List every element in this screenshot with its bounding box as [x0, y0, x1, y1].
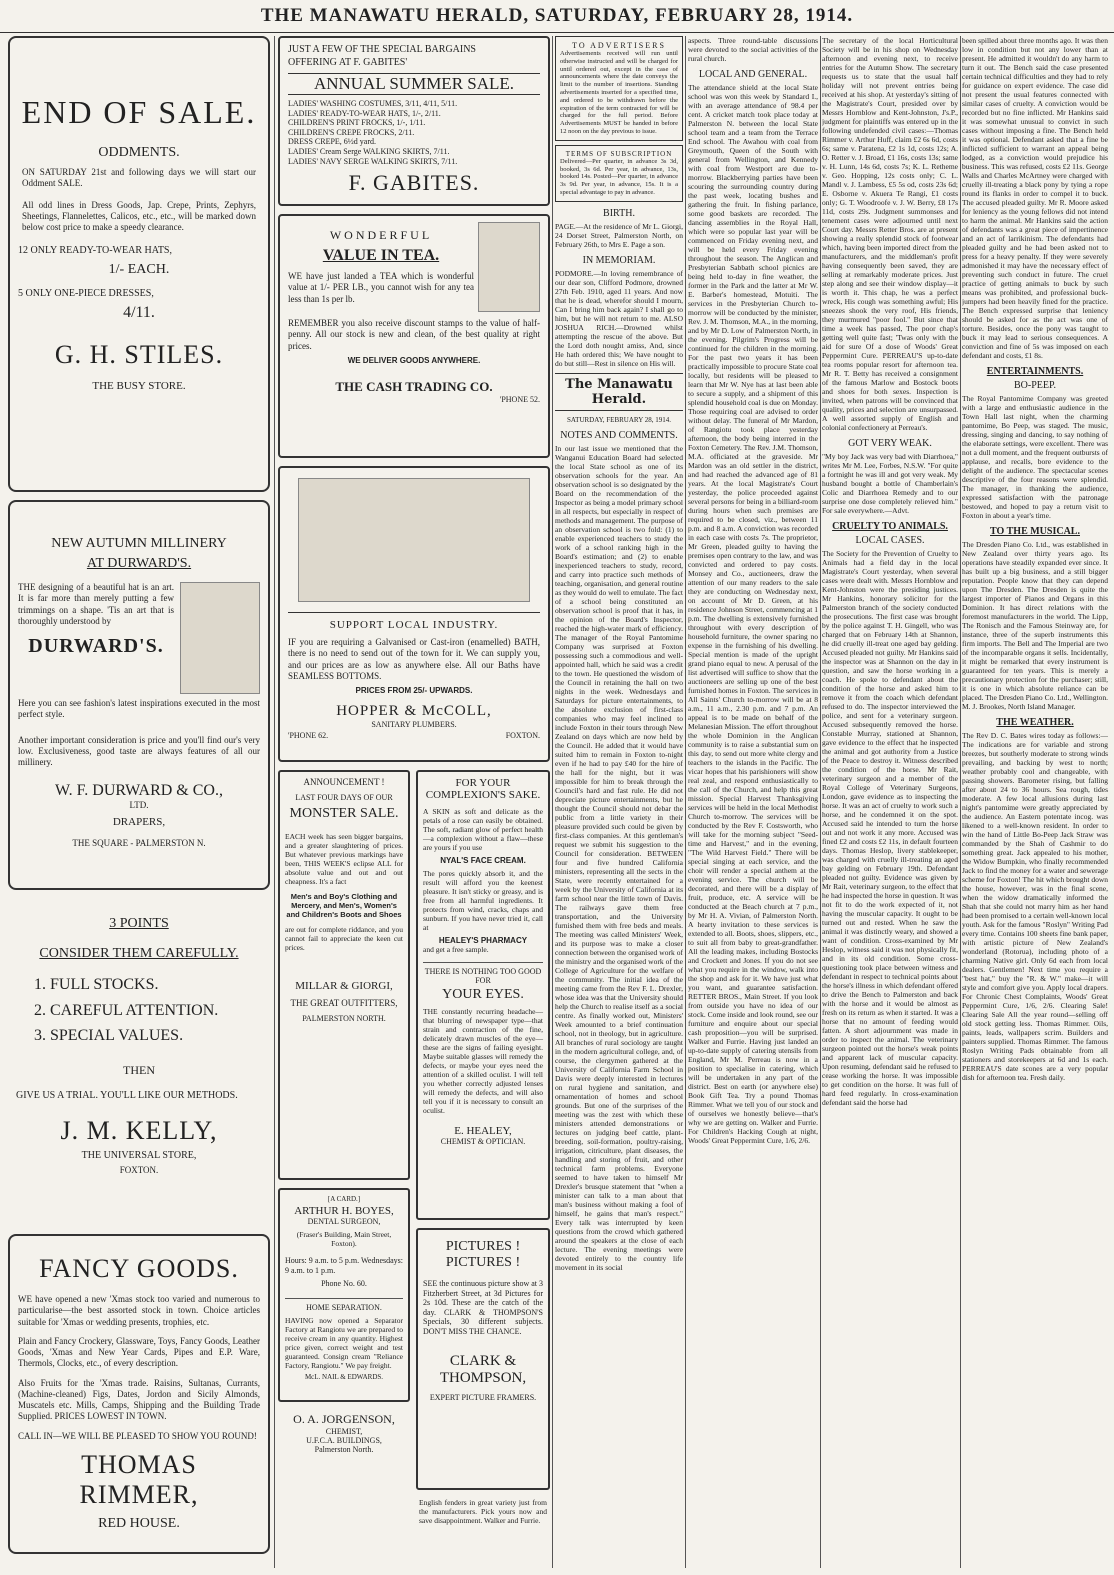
kelly-ad	[8, 898, 270, 1226]
jorgenson-town: Palmerston North.	[314, 1445, 374, 1454]
healey-trade: CHEMIST & OPTICIAN.	[440, 1137, 526, 1146]
millar-outf: THE GREAT OUTFITTERS,	[290, 998, 398, 1008]
stiles-price1: 1/- EACH.	[108, 261, 170, 277]
gabites-item: DRESS CREPE, 6½d yard.	[288, 137, 377, 147]
clark-trade: EXPERT PICTURE FRAMERS.	[429, 1392, 537, 1402]
stiles-title: END OF SALE.	[21, 94, 257, 130]
stiles-line1: 12 ONLY READY-TO-WEAR HATS,	[18, 245, 172, 257]
separation-h: HOME SEPARATION.	[285, 1298, 403, 1312]
column-rule	[552, 36, 553, 1568]
stiles-body: All odd lines in Dress Goods, Jap. Crepe, Prints, Zephyrs, Sheetings, Flannelettes, Calicos, etc., etc., will be marked down below cost price to make a speedy clearance.	[22, 199, 256, 232]
healey-h2: THERE IS NOTHING TOO GOOD FOR	[423, 962, 543, 985]
kelly-trial: GIVE US A TRIAL. YOU'LL LIKE OUR METHODS.	[16, 1089, 238, 1101]
millar-sale: MONSTER SALE.	[289, 806, 399, 821]
stiles-name: G. H. STILES.	[54, 340, 224, 370]
birth-notice: PAGE.—At the residence of Mr L. Giorgi, 24 Dorset Street, Palmerston North, on February 26th, to Mrs E. Page a son.	[555, 221, 683, 249]
stiles-line2: 5 ONLY ONE-PIECE DRESSES,	[18, 287, 154, 299]
kelly-then: THEN	[123, 1062, 155, 1077]
gabites-item: CHILDREN'S PRINT FROCKS, 1/-, 1/11.	[288, 118, 426, 128]
durward-h1: NEW AUTUMN MILLINERY	[51, 536, 227, 551]
clark-p: SEE the continuous picture show at 3 Fitzherbert Street, at 3d Pictures for 2s 10d. These are the catch of the day. CLARK & THOMPSON'S Specials, 30 different subjects. DON'T MISS THE CHANCE.	[423, 1279, 543, 1336]
kelly-name: J. M. KELLY,	[60, 1116, 218, 1146]
healey-p2: The pores quickly absorb it, and the result will afford you the keenest pleasure. It isn't sticky or greasy, and is free from all harmful ingredients. It protects from wind, cracks, chaps and sunburn. If you have never tried it, call at	[423, 869, 543, 932]
clark-name: CLARK & THOMPSON,	[439, 1352, 527, 1386]
notes-heading: NOTES AND COMMENTS.	[560, 429, 678, 441]
gabites-item: LADIES' Cream Serge WALKING SKIRTS, 7/11.	[288, 146, 450, 156]
column-4	[688, 36, 818, 1568]
clark-h: PICTURES ! PICTURES !	[445, 1239, 521, 1270]
hopper-name: HOPPER & McCOLL,	[336, 703, 492, 719]
kelly-store: THE UNIVERSAL STORE,	[81, 1150, 197, 1162]
rimmer-p1: WE have opened a new 'Xmas stock too varied and numerous to particularise—the best assorted stock in town. Choice articles suitable for 'Xmas or wedding presents, trophies, etc.	[18, 1294, 260, 1327]
column-6	[962, 36, 1108, 1568]
clark-ad	[416, 1228, 550, 1490]
boyes-addr: (Fraser's Building, Main Street, Foxton).	[296, 1230, 392, 1248]
herald-nameplate: The Manawatu Herald.	[555, 373, 683, 411]
gabites-l2: OFFERING AT F. GABITES'	[288, 56, 408, 68]
millar-ann: ANNOUNCEMENT !	[303, 777, 385, 787]
advertisers-notice: Advertisements received will run until otherwise instructed and will be charged for until ordered out, except in the case of announcements where the date conveys the limit to the number of insertions. Standing advertisements inserted for a specified time, and ordered to be withdrawn before the expiration of the term contracted for will be charged for the full period. Before Advertisements MUST be handed in before 12 noon on the day previous to issue.	[560, 50, 678, 135]
column-rule	[960, 36, 961, 1568]
boyes-phone: Phone No. 60.	[321, 1279, 367, 1289]
weak-heading: GOT VERY WEAK.	[848, 438, 932, 449]
column-2	[278, 36, 550, 1568]
english-fenders: English fenders in great variety just from the manufacturers. Pick yours now and save disappointment. Walker and Furrie.	[419, 1498, 547, 1525]
cash-trading-ad	[278, 214, 550, 458]
masthead: THE MANAWATU HERALD, SATURDAY, FEBRUARY 28, 1914.	[0, 0, 1114, 33]
boyes-hours: Hours: 9 a.m. to 5 p.m. Wednesdays: 9 a.m. to 1 p.m.	[285, 1256, 403, 1275]
stiles-price2: 4/11.	[123, 304, 155, 322]
tea-drinker-illustration	[478, 222, 540, 312]
tea-p2: REMEMBER you also receive discount stamps to the value of half-penny. All our stock is new and clean, of the best quality at right prices.	[288, 318, 540, 351]
cruelty-subheading: LOCAL CASES.	[855, 535, 925, 546]
weak-body: "My boy Jack was very bad with Diarrhoea," writes Mr M. Lee, Forbes, N.S.W. "For quite a fortnight he was ill and got very weak. My husband bought a bottle of Chamberlain's Colic and Diarrhoea Remedy and to our surprise one dose completely relieved him." For sale everywhere.—Advt.	[822, 452, 958, 515]
column-rule	[274, 36, 275, 1568]
weather-body: The Rev D. C. Bates wires today as follows:—The indications are for variable and strong breezes, but southerly moderate to strong winds prevailing, and backing by west to north; weather probably cool and changeable, with passing showers. Barometer rising, but falling after about 24 to 36 hours. Sea rough, tides moderate. A few local allusions during last night's pantomime were greatly appreciated by the audience. An Eastern potentate incog. was likened to a well-known resident. In order to win the hand of Little Bo-Peep Jack Straw was commanded by the Shah of Cashmir to do something great. Jack appealed to his mother, the Widow Bumpkin, who finally recommended Jack to find the money for a water and sewerage scheme for Foxton! The hit which brought down the house, however, was in the final scene, when the widow dramatically informed the Shah that she could not marry him as her hand had been promised to a certain well-known local youth. Ask for the famous "Roslyn" Writing Pad every time. Contains 100 sheets fine bank paper, with artistic picture of New Zealand's wonderland (Rotorua), including photo of a charming Native girl. Only 6d each from local dealers. Gentlemen! Next time you require a "best hat," buy the "R. & W." make—it will style and comfort give you. Apply local drapers. For Chronic Chest Complaints, Woods' Great Peppermint Cure, 1/6, 2/6. Clearing Sale! Clearing Sale All the year round—selling off old stock getting less. Thomas Rimmer. Oils, paints, leads, wallpapers scrim. Builders and painters supplied. Thomas Rimmer. The famous Roslyn Writing Pads obtainable from all stationers and storekeepers at 6d and 1s each. PERREAU'S date scones are a very popular dish for afternoon tea. Fresh daily.	[962, 731, 1108, 1082]
durward-ltd: LTD.	[129, 800, 149, 811]
boyes-name: ARTHUR H. BOYES,	[294, 1205, 394, 1217]
gabites-name: F. GABITES.	[348, 170, 480, 196]
durward-name: W. F. DURWARD & CO.,	[55, 782, 223, 800]
column-rule	[685, 36, 686, 1568]
kelly-item-3: 3. SPECIAL VALUES.	[34, 1027, 184, 1045]
gabites-item: LADIES' WASHING COSTUMES, 3/11, 4/11, 5/11.	[288, 99, 458, 108]
bath-illustration	[298, 478, 530, 602]
column-5-news: The secretary of the local Horticultural Society will be in his shop on Wednesday afternoon and evening next, to receive entries for the Autumn Show. The secretary requests us to state that the usual half holiday will not prevent entries being received at his shop. At yesterday's sitting of the Magistrate's Court, presided over by Messrs Hornblow and Kent-Johnston, J's.P., judgment for plaintiffs was entered up in the following undefended civil cases:—Thomas Rimmer v. Arthur Huff, claim £2 6s 6d, costs 6s; same v. Paratena, £2 1s 1d, costs 12s; A. O. Retter v. J. Broad, £1 16s, costs 13s; same v. H. Lunn, 14s 6d, costs 7s; K. L. Retheme v. Geo. Hopping, 12s costs only; C. L. Mandl v. J. Lambess, £5 5s od, costs 23s 6d; E. Osborne v. Akuera Te Rangi, £1 costs only; G. T. Woodroofe v. J. W. Berry, £8 17s 11d, costs 29s. Judgment summonses and tenement cases were adjourned until next Court day. Messrs Retter Bros. are at present showing a really splendid stock of footwear which, having been imported direct from the manufacturers, and the middleman's profit having consequently been saved, they are selling at remarkably moderate prices. Just step along and see their window display—it is worth it. This chap, he was a perfect wreck, His cough was something awful; His sneezes shook the very roof, His friends, they murmured "poor fool." But since that time a week has passed, The poor chap's getting well quite fast; 'Twas only with the aid for sure Of a dose of Woods' Great Peppermint Cure. PERREAU'S up-to-date tea rooms popular resort for afternoon tea. Mr R. T. Betty has received a consignment of the famous Marlow and Bostock boots and shoes for both sexes. Inspection is invited, when patrons will be convinced that quality, prices and selection are unsurpassed. A well assorted supply of English and colonial confectionery at Perreau's.	[822, 36, 958, 432]
rimmer-call: CALL IN—WE WILL BE PLEASED TO SHOW YOU ROUND!	[18, 1430, 257, 1441]
gabites-item: CHILDREN'S CREPE FROCKS, 2/11.	[288, 127, 415, 137]
boyes-trade: DENTAL SURGEON,	[307, 1217, 381, 1226]
rimmer-house: RED HOUSE.	[98, 1515, 180, 1531]
jorgenson-ad	[278, 1410, 410, 1456]
memoriam-notice: PODMORE.—In loving remembrance of our dear son, Clifford Podmore, drowned 27th Feb. 1910, aged 11 years. And now that he is dead, wherefor should I mourn, Can I bring him back again? I shall go to him, but he will not return to me. ALSO JOSHUA RICH.—Drowned whilst attempting the rescue of the above. But the Lord doth nought amiss, And, since He hath ordered this; We have nought to do but still—Rest in silence on His will.	[555, 268, 683, 368]
healey-p3: and get a free sample.	[423, 945, 489, 954]
cruelty-continued: been spilled about three months ago. It was then low in condition but not any lower than at present. He admitted it wouldn't do any harm to turn it out. The Bench said the case presented certain technical difficulties and they had to rely for guidance on expert evidence. The case did not present the usual features connected with similar cases of cruelty. A conviction would be recorded but no fine inflicted. Mr Hankins said it was somewhat unusual to convict in such cases without imposing a fine. The Bench held it was optional. Defendant asked that a fine be inflicted sufficient to warrant an appeal being lodged, as a conviction would prejudice his business. This was refused, costs £2 11s. George Walls and Charles McArtney were charged with cruelly ill-treating a black pony by tying a rope round its flanks in order to compel it to buck. The accused pleaded guilty. Mr R. Moore asked for leniency as the young fellows did not intend to harm the animal. Mr Hankins said the action of defendants was a great piece of impertinence and an act of larrikinism. The defendants had pleaded guilty and he had been asked not to press for a heavy penalty. If they were severely admonished it may have the necessary effect of preventing such conduct in future. The cruel practice of getting animals to buck by such means was prohibited, and professional buck-jumpers had been heavily fined for the practice. The Bench expressed surprise that leniency should be asked for as the act was one of torture. Besides, once the pony was taught to buck it may lead to serious consequences. A conviction and fine of 5s was imposed on each defendant and costs, £1 8s.	[962, 36, 1108, 360]
millar-town: PALMERSTON NORTH.	[302, 1014, 386, 1023]
local-general-body: The attendance shield at the local State school was won this week by Standard I., with an average attendance of 98.4 per cent. A cricket match took place today at Palmerston N. between the local State school team and a team from the Terrace End school. The Awahou with coal from Greymouth, Queen of the South with general from Wellington, and Kennedy with coal from Westport are due to-morrow. Blackberrying parties have been scouring the surrounding country during the past week, locating bushes and gathering the fruit. In fishing parlance, some good baskets are recorded. The dancing assemblies in the Royal Hall, which were so popular last year will be commenced on Friday evening next, and will be held every Friday evening throughout the season. The Anglican and Presbyterian Sabbath school picnics are being held to-day in fine weather, the former in the Park and the latter at Mr W. E. Barber's homestead, Motuiti. The services in the Presbyterian Church to-morrow will be conducted by the minister, Rev. J. M. Thomson, M.A., in the morning, and by Mr D. Low of Palmerston North, in the evening. Pilgrim's Progress will be continued for the children in the morning. For the past two years it has been practically impossible to procure State coal locally, but residents will be pleased to learn that Mr W. Nye has at last been able to secure a supply, and a shipment of this splendid household coal is due on Monday. Those requiring coal are advised to order without delay. The funeral of Mr Mardon, of Rangiotu took place yesterday afternoon, the body being interred in the Foxton Cemetery. The Rev. J.M. Thomson, M.A. officiated at the graveside. Mr Mardon was an old settler in the district, and had reached the advanced age of 81 years. At the local Magistrate's Court yesterday, the police proceeded against several persons for being in a billiard-room during hours when such premises are required to be closed, viz., between 11 p.m. and 8 a.m. A conviction was recorded in each case with costs 7s. The proprietor, Mr Green, pleaded guilty to having the premises open contrary to the law, and was convicted and ordered to pay costs. Monsey and Co., auctioneers, draw the attention of our many readers to the sale they are conducting on Wednesday next, on account of Mr D. Green, at his residence Johnson Street, commencing at 1 p.m. The dwelling is extensively furnished throughout with every description of household furniture, the owner sparing no expense in the furnishing of his dwelling. Special mention is made of the upright grand piano equal to new. A perusal of the list advertised will suffice to show that the auctioneers are selling up one of the best furnished homes in Foxton. The services in All Saints' Church to-morrow will be at 8 a.m., 11 a.m., 2.30 p.m. and 7 p.m. An appeal is to be made on behalf of the Melanesian Mission. The effort throughout the whole Dominion in the Anglican community is to raise a substantial sum on this day, to send out more white clergy and teachers to the islands in the Pacific. The vicar hopes that his parishioners will show real zeal, and respond enthusiastically to the call of the Church, and help this great mission. Special Harvest Thanksgiving services will be held in the local Methodist Church to-morrow. The services will be conducted by the Rev F. Costsworth, who will take for the morning subject "Seed-time and Harvest," and in the evening, "The Wild Harvest Field." There will be special singing at each service, and the choir will render a special anthem at the evening service. The church will be decorated, and there will be a display of fruit, produce, etc. A service will be conducted at the Beach church at 7 p.m., by Mr H. A. Vivian, of Palmerston North. A hearty invitation to these services is extended to all. Boots, shoes, slippers, etc., to suit all from baby to great-grandfather. All the leading makes, including Bostocks and Crockett and Jones. If you do not see what you require in the window, walk into the shop and ask for it. We have just what you want, and guarantee satisfaction. RETTER BROS., Main Street. If you look from outside you have no idea of our stock. Come inside and look round, see our furniture and enquire about our special cash proposition—you will be surprised. Walker and Furrie. Having just landed an up-to-date supply of catering utensils from England, Mr M. Perreau is now in a position to specialise in catering, which will be undertaken in any part of the district. Best on earth (or anywhere else) Book Gift Tea. Try a pound Thomas Rimmer. What we tell you of our stock and of ourselves we honestly believe—that's why we are getting on. Walker and Furrie. For Children's Hacking Cough at night, Woods' Great Peppermint Cure, 1/6, 2/6.	[688, 83, 818, 1145]
subscription-terms: Delivered—Per quarter, in advance 3s 3d, booked, 3s 6d. Per year, in advance, 13s, booked 14s. Posted—Per quarter, in advance 3s 9d. Per year, in advance, 15s. It is a special advantage to pay in advance.	[560, 157, 678, 196]
column-rule	[820, 36, 821, 1568]
healey-eyes: YOUR EYES.	[442, 987, 524, 1002]
hopper-town: FOXTON.	[505, 731, 540, 740]
cruelty-heading: CRUELTY TO ANIMALS.	[832, 521, 948, 532]
rimmer-name: THOMAS RIMMER,	[79, 1449, 199, 1509]
rimmer-p2: Plain and Fancy Crockery, Glassware, Toys, Fancy Goods, Leather Goods, 'Xmas and New Year Cards, Pipes and E.P. Ware, Thermols, Clocks, etc., of every description.	[18, 1335, 260, 1369]
healey-p4: THE constantly recurring headache—that blurring of newspaper type—that strain and contraction of the fine, delicately drawn muscles of the eye—these are the signs of failing eyesight. Maybe suitable glasses will remedy the defects, or maybe your eyes need the attention of a skilled oculist. I will tell you whether correctly adjusted lenses will remedy the defects, and will also tell you if it is necessary to consult an oculist.	[423, 1007, 543, 1115]
stiles-tag: THE BUSY STORE.	[92, 380, 186, 393]
notes-body: In our last issue we mentioned that the Wanganui Education Board had selected the local State school as one of its observation schools for the year. An observation school is so designated by the Board on the recommendation of the Inspector as being a model primary school in all respects, but especially in respect of methods and management. The purpose of an observation school is two fold: (1) to enable experienced teachers to study the work of a school ranking high in the Board's estimation; and (2) to enable inexperienced teachers to study, record, and carry into practice such methods of teaching, organisation, and general routine as they would do well to emulate. The fact of a school being constituted an observation school is proof that it has, in the opinion of the Board's Inspector, reached the high-water mark of efficiency. The manager of the Royal Pantomime Company was surprised at Foxton possessing such a commodious and well-appointed hall, which he said was a credit to the town. He questioned the wisdom of the Council in retaining the hall on two nights in the week. Wednesdays and Saturdays for picture entertainments, to the absolute exclusion of first-class companies who may feel inclined to include Foxton in their tours through New Zealand on days which are now held by the Council. He added that it would have suited him to remain in Foxton to-night even if he had to pay £40 for the hire of the hall for the night, but it was impossible for him to break through the Council's hard and fast rule. He did not depreciate picture entertainments, but he thought the Council should not debar the public from a little variety in their pleasure provided such could be given by first-class companies. At this gentleman's request we submit his suggestion to the Council for consideration. BETWEEN four and five hundred California ministers, representing all the sects in the State, were recently entertained for a week by the University of California at its farm school near the little town of Davis. The railways gave them free transportation, and the University furnished them with free beds and meals. The meeting was called Ministers' Week, and its purpose was to make a closer connection between the organised work of the ministry and the organised work of the College of Agriculture for the welfare of the community. The initial idea of the meeting came from the Rev F. L. Drexler, whose idea was that the University should help the Church to realise itself as a social centre. As finally worked out, Ministers' Week amounted to a brief continuation school, not in theology, but in agriculture. All branches of rural sociology are taught in the modern agricultural college, and, of course, the clergymen gathered at the University of California Farm School in Davis were deeply interested in lectures on rural hygiene and sanitation, and ornamentation of homes and school grounds. But one of the surprises of the meeting was the zest with which these ministers attended demonstrations or lectures on judging beef cattle, plant-breeding, soil-formation, poultry-raising, irrigation, citriculture, plant diseases, the handling and storing of fruit, and other technical farm problems. Everyone seemed to have taken to himself Mr Drexler's brusque statement that "when a minister can talk to a man about that man's business without making a fool of himself, he gains that man's respect." Every talk was interrupted by keen questions from the crowd which gathered around the speakers at the close of each lecture. The evening meetings were devoted entirely to the country life movement in its social	[555, 443, 683, 1272]
issue-date: SATURDAY, FEBRUARY 28, 1914.	[567, 415, 671, 424]
durward-p2: Here you can see fashion's latest inspirations executed in the most perfect style.	[18, 698, 260, 720]
durward-logo: DURWARD'S.	[28, 635, 164, 657]
durward-drapers: DRAPERS,	[112, 816, 166, 829]
millar-name: MILLAR & GIORGI,	[295, 980, 393, 992]
boyes-card: [A CARD.]	[327, 1195, 361, 1203]
millar-last: LAST FOUR DAYS OF OUR	[295, 793, 393, 802]
column-5	[822, 36, 958, 1568]
durward-p3: Another important consideration is price and you'll find our's very low. Exclusiveness, good taste are always features of all our millinery.	[18, 734, 260, 767]
millar-p2: are out for complete riddance, and you cannot fail to appreciate the keen cut prices.	[285, 925, 403, 952]
rural-church-text: aspects. Three round-table discussions were devoted to the social activities of the rural church.	[688, 36, 818, 63]
lady-hat-illustration	[180, 582, 260, 694]
healey-product: NYAL'S FACE CREAM.	[440, 856, 526, 865]
durward-ad	[8, 500, 270, 890]
hopper-h: SUPPORT LOCAL INDUSTRY.	[288, 612, 540, 631]
stiles-sub: ODDMENTS.	[98, 145, 180, 160]
gabites-l1: JUST A FEW OF THE SPECIAL BARGAINS	[288, 44, 476, 55]
column-1	[8, 36, 270, 1568]
healey-h: FOR YOUR COMPLEXION'S SAKE.	[425, 777, 541, 801]
healey-name: E. HEALEY,	[454, 1125, 512, 1137]
advertisers-heading: TO ADVERTISERS	[572, 41, 666, 50]
tea-p1: WE have just landed a TEA which is wonderful value at 1/- PER LB., you cannot wish for any tea less than 1s per lb.	[288, 271, 474, 304]
jorgenson-trade: CHEMIST,	[325, 1427, 363, 1436]
hopper-ad	[278, 466, 550, 762]
healey-ad	[416, 770, 550, 1220]
separation-p: HAVING now opened a Separator Factory at Rangiotu we are prepared to receive cream in any quantity. Highest price given, correct weight and test guaranteed. Consign cream "Reliance Factory, Rangiotu." We pay freight.	[285, 1316, 403, 1371]
durward-p1: THE designing of a beautiful hat is an art. It is far more than merely putting a few trimmings on a shape. 'Tis an art that is thoroughly understood by	[18, 582, 174, 626]
stiles-ad	[8, 36, 270, 492]
weather-heading: THE WEATHER.	[996, 717, 1074, 728]
healey-shop: HEALEY'S PHARMACY	[438, 936, 528, 945]
musical-body: The Dresden Piano Co. Ltd., was established in New Zealand over thirty years ago. Its operations have steadily expanded ever since. It has built up a big business, and a still bigger reputation. People know that they can depend upon The Dresden. The Dresden is quite the largest importer of Pianos and Organs in this Dominion. It has direct relations with the foremost manufacturers in the world. The Lipp, The Ronisch and the Famous Steinway are, for instance, three of the superb instruments this firm imports. The Bell and The Imperial are two of the incomparable organs it sells. Incidentally, it might be remarked that every instrument is guaranteed for ten years. This is merely a precautionary protection for the purchaser; still, it is one in which absolute reliance can be placed. The Dresden Piano Co. Ltd., Wellington. M. J. Brookes, North Island Manager.	[962, 540, 1108, 711]
birth-heading: BIRTH.	[603, 207, 635, 219]
hopper-p: IF you are requiring a Galvanised or Cast-iron (enamelled) BATH, there is no need to send out of the town for it. We can supply you, and our prices are as low as anywhere else. All our Baths have SEAMLESS BOTTOMS.	[288, 637, 540, 681]
durward-addr: THE SQUARE - PALMERSTON N.	[72, 838, 206, 849]
millar-p: EACH week has seen bigger bargains, and a greater slaughtering of prices. But whatever previous markings have been, THIS WEEK'S eclipse ALL for absolute value and out and out cheapness. It's a fact	[285, 832, 403, 886]
local-general-heading: LOCAL AND GENERAL.	[698, 69, 808, 80]
stiles-lead: ON SATURDAY 21st and following days we will start our Oddment SALE.	[22, 167, 256, 189]
jorgenson-addr: U.F.C.A. BUILDINGS,	[306, 1436, 382, 1445]
millar-bold: Men's and Boy's Clothing and Mercery, and Men's, Women's and Children's Boots and Shoes	[286, 892, 402, 919]
kelly-item-1: 1. FULL STOCKS.	[34, 976, 159, 993]
hopper-prices: PRICES FROM 25/- UPWARDS.	[355, 686, 473, 695]
hopper-trade: SANITARY PLUMBERS.	[371, 720, 457, 729]
cruelty-body: The Society for the Prevention of Cruelty to Animals had a field day in the local Magistrate's Court yesterday, when several cases were dealt with. Messrs Hornblow and Kent-Johnston were the presiding justices. Mr Hankins, honorary solicitor for the Palmerston branch of the society conducted the prosecutions. The first case was brought by the police against T. H. Gingell, who was charged that on February 14th at Shannon, he did cruelly ill-treat one aged bay gelding. Accused pleaded not guilty. Mr Hankins said the inspector was at Shannon on the day in question, and saw the horse working in a coach. He spoke to defendant about the condition of the horse and asked him to remove it from the coach which defendant refused to do. The inspector interviewed the police, and sent for a veterinary surgeon. Accused subsequently removed the horse. Constable Murray, stationed at Shannon, gave evidence to the effect that he inspected the animal and got authority from a Justice of the Peace to destroy it. Witness described the condition of the horse. Mr Rait, veterinary surgeon and a member of the Royal College of Veterinary Surgeons, London, gave evidence as to inspecting the horse. It was an act of cruelty to work such a horse, and he condemned it on the spot. Accused said he intended to turn the horse out and not work it any more. Accused was fined £2 and costs £2 11s, in default fourteen days. Thomas Heslop, livery stablekeeper, was charged with cruelly ill-treating an aged bay gelding on February 19th. Defendant pleaded not guilty. Evidence was given by Mr Rait, veterinary surgeon, to the effect that he had inspected the horse in question. It was not fit to do the work expected of it, not having the muscular capacity. It ought to be turned out and rested. When he saw the animal it was distinctly weary, and showed a want of condition. Cross-examined by Mr Heslop, witness said it was not physically fit, and in its old condition. Some cross-questioning took place between witness and defendant in respect to technical points about the horse's illness in which defendant offered to drive the Bench to Palmerston and back with the horse and it would be almost as fresh on its return as when it started. It was a horse that no amount of feeding would fatten. A short adjournment was made in order to inspect the animal. The veterinary surgeon pointed out the horse's weak points and apparent lack of muscular capacity. Upon resuming, defendant said he refused to cease working the horse. It was impossible to get condition on the horse. It was full of hard feed regularly. In cross-examination defendant said the horse had	[822, 549, 958, 1107]
boyes-ad	[278, 1188, 410, 1402]
gabites-ad	[278, 36, 550, 206]
hopper-phone: 'PHONE 62.	[288, 731, 329, 740]
tea-phone: 'PHONE 52.	[499, 394, 540, 404]
gabites-sale: ANNUAL SUMMER SALE.	[288, 73, 540, 95]
rimmer-p3: Also Fruits for the 'Xmas trade. Raisins, Sultanas, Currants, (Machine-cleaned) Figs, Dates, Jordon and Sicily Almonds, Muscatels etc. Mills, Camps, Shipping and the Building Trade Supplied. PRICES LOWEST IN TOWN.	[18, 1377, 260, 1422]
column-3	[555, 36, 683, 1568]
durward-h2: AT DURWARD'S.	[86, 556, 192, 571]
entertainments-heading: ENTERTAINMENTS.	[986, 366, 1084, 377]
jorgenson-name: O. A. JORGENSON,	[293, 1412, 395, 1426]
tea-h1: WONDERFUL	[329, 228, 433, 242]
tea-name: THE CASH TRADING CO.	[335, 378, 493, 394]
kelly-town: FOXTON.	[119, 1165, 159, 1176]
musical-heading: TO THE MUSICAL.	[990, 526, 1080, 537]
entertainments-body: The Royal Pantomime Company was greeted with a large and enthusiastic audience in the Town Hall last night, when the charming pantomime, Bo Peep, was staged. The music, dressing, singing and dancing, to say nothing of the elaborate settings, were excellent. There was not a dull moment, and the frequent outbursts of applause, and recalls, bore evidence to the delight of the audience. The spectacular scenes descriptive of the four reasons were splendid. The manager, in thanking the audience, expressed satisfaction with the patronage bestowed, and hoped to pay a return visit to Foxton in about a year's time.	[962, 394, 1108, 520]
gabites-item: LADIES' NAVY SERGE WALKING SKIRTS, 7/11.	[288, 156, 458, 166]
kelly-h1: 3 POINTS	[109, 916, 169, 931]
healey-p: A SKIN as soft and delicate as the petals of a rose can easily be obtained. The soft, radiant glow of perfect health—a complexion without a flaw—these are yours if you use	[423, 807, 543, 852]
subscription-heading: TERMS OF SUBSCRIPTION	[565, 149, 673, 158]
entertainments-subheading: BO-PEEP.	[1014, 380, 1056, 391]
kelly-h2: CONSIDER THEM CAREFULLY.	[39, 946, 239, 961]
millar-ad	[278, 770, 410, 1180]
gabites-item: LADIES' READY-TO-WEAR HATS, 1/-, 2/11.	[288, 108, 441, 118]
rimmer-ad	[8, 1234, 270, 1554]
tea-h2: VALUE IN TEA.	[322, 247, 440, 264]
rimmer-title: FANCY GOODS.	[39, 1254, 239, 1283]
separation-sig: McL. NAIL & EDWARDS.	[304, 1373, 384, 1382]
tea-deliver: WE DELIVER GOODS ANYWHERE.	[347, 355, 481, 365]
memoriam-heading: IN MEMORIAM.	[582, 254, 656, 266]
kelly-item-2: 2. CAREFUL ATTENTION.	[34, 1001, 219, 1019]
